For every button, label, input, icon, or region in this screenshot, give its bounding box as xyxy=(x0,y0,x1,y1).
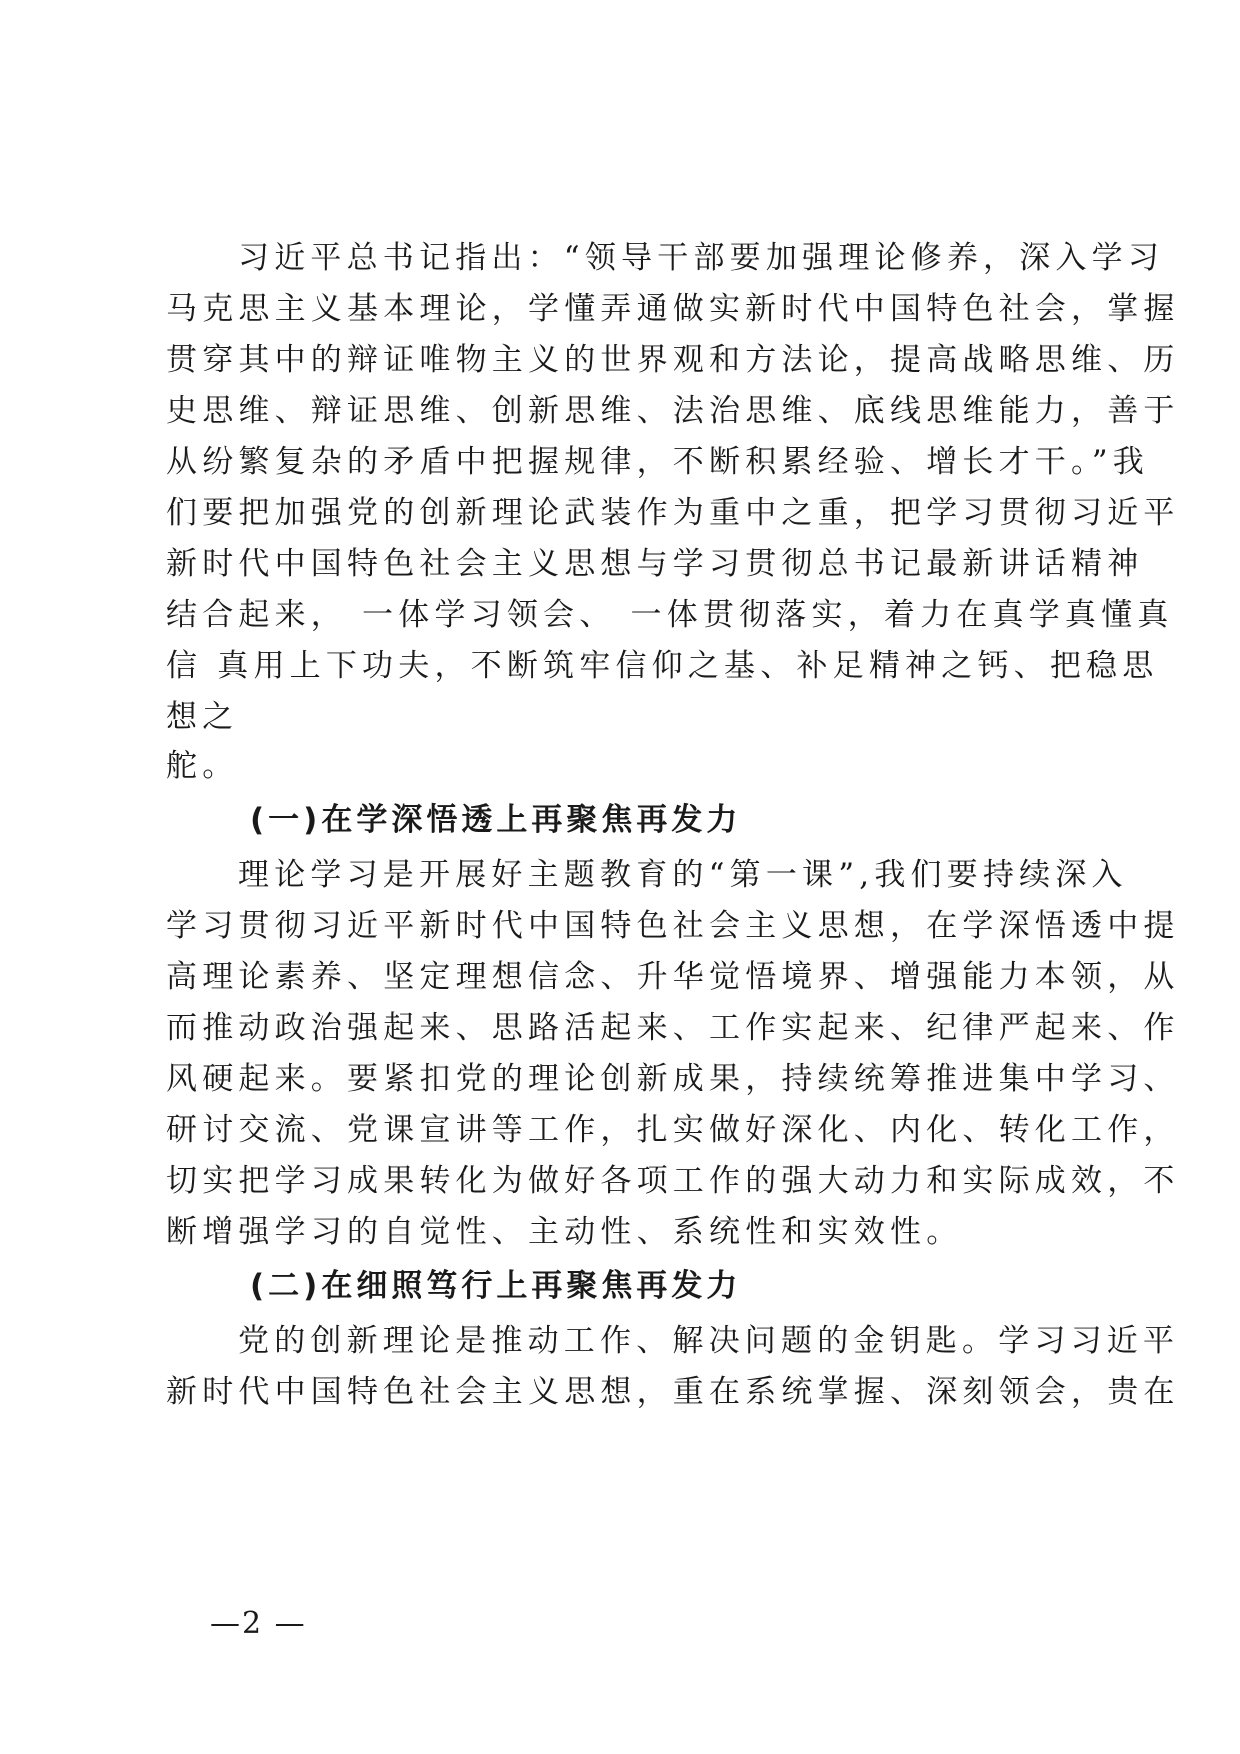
paragraph-line: 新时代中国特色社会主义思想，重在系统掌握、深刻领会，贵在 xyxy=(166,1374,1180,1410)
paragraph-line: 党的创新理论是推动工作、解决问题的金钥匙。学习习近平 xyxy=(238,1323,1180,1359)
paragraph-line: 高理论素养、坚定理想信念、升华觉悟境界、增强能力本领，从 xyxy=(166,959,1180,995)
paragraph-line: 研讨交流、党课宣讲等工作，扎实做好深化、内化、转化工作， xyxy=(166,1112,1180,1148)
paragraph-line: 想之 xyxy=(166,699,239,735)
paragraph-line: 而推动政治强起来、思路活起来、工作实起来、纪律严起来、作 xyxy=(166,1010,1180,1046)
paragraph-line: 马克思主义基本理论，学懂弄通做实新时代中国特色社会，掌握 xyxy=(166,291,1180,327)
paragraph-line: 史思维、辩证思维、创新思维、法治思维、底线思维能力，善于 xyxy=(166,393,1180,429)
paragraph-line: 学习贯彻习近平新时代中国特色社会主义思想，在学深悟透中提 xyxy=(166,908,1180,944)
paragraph-line: 结合起来， 一体学习领会、 一体贯彻落实，着力在真学真懂真 xyxy=(166,597,1174,633)
page-number: —2 — xyxy=(210,1606,307,1641)
paragraph-line: 新时代中国特色社会主义思想与学习贯彻总书记最新讲话精神 xyxy=(166,546,1144,582)
paragraph-line: 风硬起来。要紧扣党的理论创新成果，持续统筹推进集中学习、 xyxy=(166,1061,1180,1097)
paragraph-line: 从纷繁复杂的矛盾中把握规律，不断积累经验、增长才干。”我 xyxy=(166,444,1149,480)
paragraph-line: 理论学习是开展好主题教育的“第一课”,我们要持续深入 xyxy=(238,857,1128,893)
paragraph-line: 舵。 xyxy=(166,748,239,784)
paragraph-line: 们要把加强党的创新理论武装作为重中之重，把学习贯彻习近平 xyxy=(166,495,1180,531)
paragraph-line: 贯穿其中的辩证唯物主义的世界观和方法论，提高战略思维、历 xyxy=(166,342,1180,378)
paragraph-line: 断增强学习的自觉性、主动性、系统性和实效性。 xyxy=(166,1214,963,1250)
paragraph-line: 信 真用上下功夫，不断筑牢信仰之基、补足精神之钙、把稳思 xyxy=(166,648,1159,684)
paragraph-line: 习近平总书记指出：“领导干部要加强理论修养，深入学习 xyxy=(238,240,1165,276)
section-heading-one: (一)在学深悟透上再聚焦再发力 xyxy=(250,802,742,838)
paragraph-line: 切实把学习成果转化为做好各项工作的强大动力和实际成效，不 xyxy=(166,1163,1180,1199)
section-heading-two: (二)在细照笃行上再聚焦再发力 xyxy=(250,1268,742,1304)
